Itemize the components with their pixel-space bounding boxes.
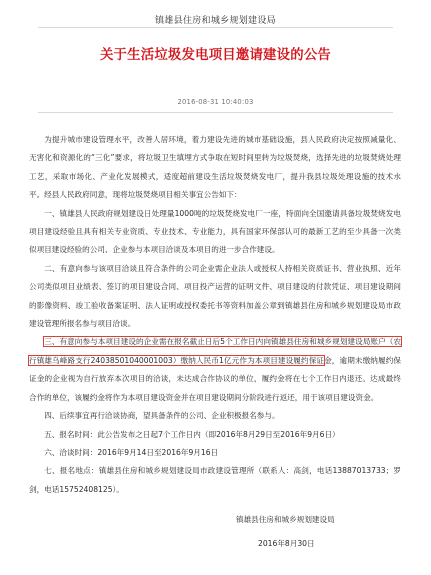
item-6-paragraph: 六、洽谈时间：2016年9月14日至2016年9月16日 [44, 447, 219, 457]
item-3-rest: 金，逾期未缴纳履约保证金的企业视为自行放弃本次项目的洽谈，未达成合作协议的单位，履约金将在七个工作日内退还。达成最终合作的单位，该履约金将作为本项目建设资金并在项目建设期间分阶段进行返还，用于该项目建设资金。 [29, 355, 401, 402]
item-4-paragraph: 四、后续事宜再行洽谈协商，望具备条件的公司、企业积极报名参与。 [44, 411, 280, 421]
intro-paragraph: 为提升城市建设管理水平，改善人居环境，着力建设先进的城市基础设施，县人民政府决定按照减量化、无害化和资源化的“三化”要求，将垃圾卫生填埋方式争取在短时间里转为垃圾焚烧，选择先进的垃圾焚烧处理工艺，采取市场化、产业化发展模式，适度超前建设生活垃圾焚烧发电厂，提升我县垃圾处理设施的技术水平。经县人民政府同意，现将垃圾焚烧项目相关事宜公告如下： [29, 135, 401, 200]
highlighted-deposit-text: 三、有意向参与本项目建设的企业需在报名截止日后5个工作日内向镇雄县住房和城乡规划建设局账户（农行镇雄乌峰路支行2403850104000​1003）缴纳人民币1亿元作为本项目建设履约保证 [29, 337, 401, 365]
issuing-bureau: 镇雄县住房和城乡规划建设局 [155, 16, 276, 26]
signature-date: 2016年8月30日 [258, 539, 315, 548]
item-1-paragraph: 一、镇雄县人民政府规划建设日处理量1000吨的垃圾焚烧发电厂一座，特面向全国邀请具备垃圾焚烧发电项目建设经验且具有相关专业资质、专业技术、专业能力，具有国家环保部认可的最新工艺的至少具备一次类似项目建设经验的公司、企业参与本项目洽谈及本项目的进一步合作建设。 [29, 208, 401, 255]
item-2-paragraph: 二、有意向参与该项目洽谈且符合条件的公司企业需企业法人或授权人持相关资质证书、营业执照、近年公司类似项目业绩表、签订的项目建设合同、项目投产运营的证明文件、项目建设的付款凭证、项目建设期间的影像资料、竣工验收备案证明、法人证明或授权委托书等资料加盖公章到镇雄县住房和城乡规划建设局市政建设管理所报名参与项目洽谈。 [29, 263, 401, 329]
header-divider [38, 27, 393, 28]
title-divider [38, 112, 393, 113]
signature-org: 镇雄县住房和城乡规划建设局 [236, 515, 335, 524]
item-5-paragraph: 五、报名时间：此公告发布之日起7个工作日内（即2016年8月29日至2016年9月6日） [44, 429, 340, 439]
item-3-paragraph [29, 333, 401, 407]
publish-date: 2016-08-31 10:40:03 [177, 98, 254, 106]
announcement-body [29, 131, 401, 499]
item-7-paragraph: 七、报名地点：镇雄县住房和城乡规划建设局市政建设管理所（联系人：高剑，电话13887013733；罗剑，电话15752408125）。 [29, 466, 401, 494]
document-title: 关于生活垃圾发电项目邀请建设的公告 [99, 48, 332, 63]
